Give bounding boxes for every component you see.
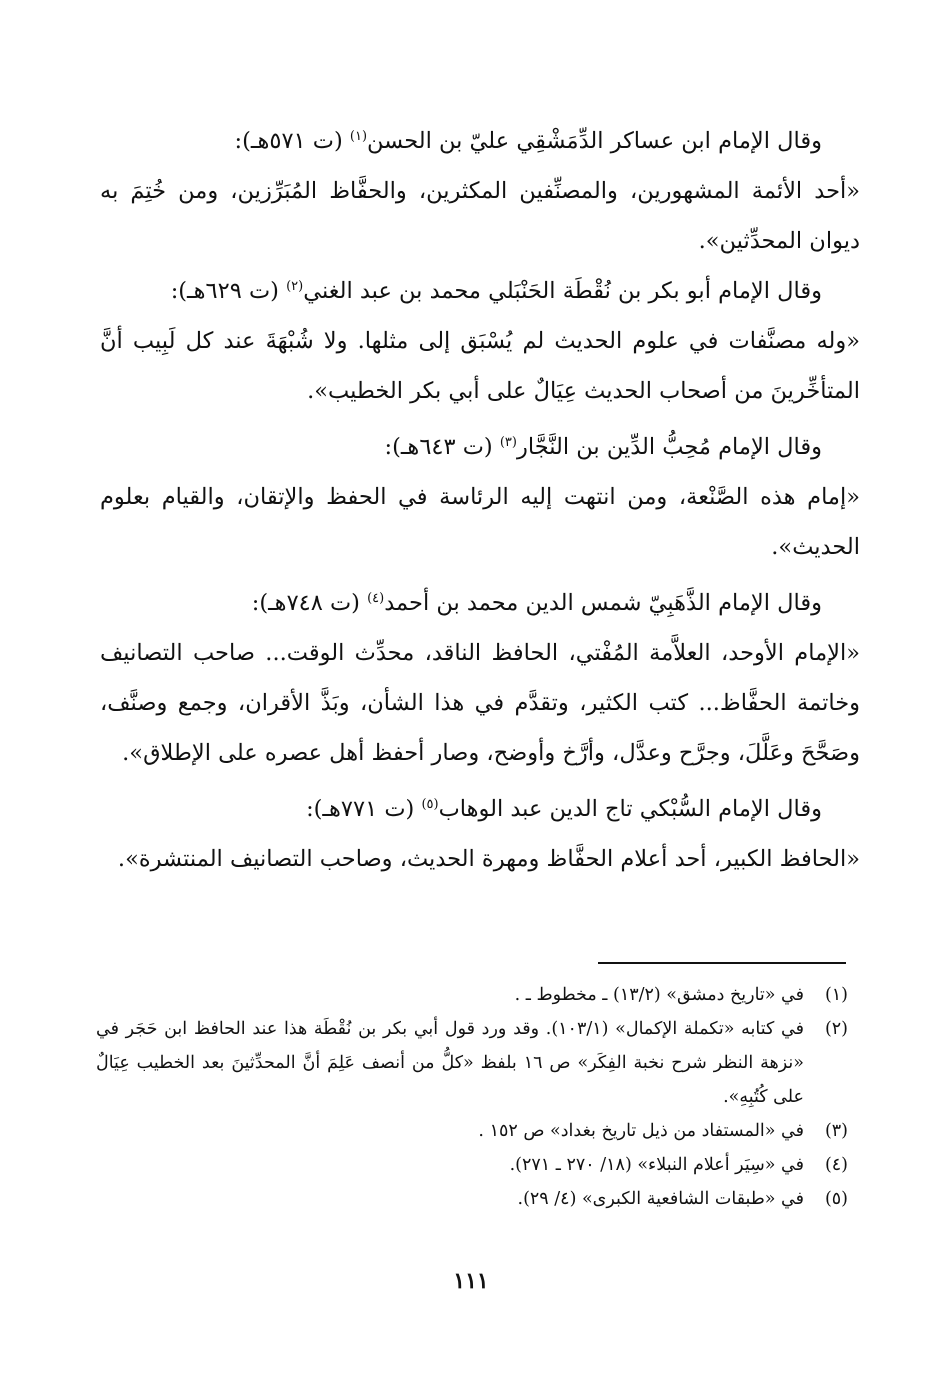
footnote-ref: (١) [349,129,368,144]
footnote [96,978,848,1012]
intro-ibn-nuqta [100,266,860,316]
footnote-separator [598,962,846,964]
intro-ibn-najjar [100,422,860,472]
death-date: (ت ٥٧١هـ): [234,128,350,154]
death-date: (ت ٦٢٩هـ): [170,278,287,304]
intro-text: وقال الإمام ابن عساكر الدِّمَشْقِي عليّ بن الحسن [367,128,822,154]
intro-text: وقال الإمام مُحِبُّ الدِّين بن النَّجَّار [516,434,822,460]
footnote-number: (١) [824,985,848,1005]
footnote-ref: (٣) [499,435,517,450]
intro-ibn-asakir [100,116,860,166]
quote-dhahabi: «الإمام الأوحد، العلاَّمة المُفْتي، الحافظ الناقد، محدِّث الوقت... صاحب التصانيف وخاتمة الحفَّاظ... كتب الكثير، وتقدَّم في هذا الشأن، وبَذَّ الأقران، وجمع وصنَّف، وصَحَّحَ وعَلَّلَ، وجرَّح وعدَّل، وأرَّخ وأوضح، وصار أحفظ أهل عصره على الإطلاق». [100,640,860,766]
quote-subki: «الحافظ الكبير، أحد أعلام الحفَّاظ ومهرة الحديث، وصاحب التصانيف المنتشرة». [117,846,860,872]
footnote-text: في «المستفاد من ذيل تاريخ بغداد» ص ١٥٢ . [478,1121,804,1141]
footnote-text: في «طبقات الشافعية الكبرى» (٤/ ٢٩). [517,1189,804,1209]
intro-subki [100,784,860,834]
footnote [96,1182,848,1216]
quote-ibn-najjar: «إمام هذه الصَّنْعة، ومن انتهت إليه الرئاسة في الحفظ والإتقان، والقيام بعلوم الحديث». [100,484,860,560]
page-number: ١١١ [453,1268,489,1294]
footnote-text: في «تاريخ دمشق» (١٣/٢) ـ مخطوط ـ . [514,985,804,1005]
footnote [96,1012,848,1114]
footnote-number: (٤) [824,1155,848,1175]
footnote-number: (٥) [824,1189,848,1209]
quote-ibn-nuqta: «وله مصنَّفات في علوم الحديث لم يُسْبَق إلى مثلها. ولا شُبْهَةَ عند كل لَبِيب أنَّ المتأخِّرينَ من أصحاب الحديث عِيَالٌ على أبي بكر الخطيب». [100,328,860,404]
main-text [100,116,860,884]
death-date: (ت ٧٧١هـ): [306,796,422,822]
footnote-number: (٣) [824,1121,848,1141]
intro-text: وقال الإمام الذَّهَبِيّ شمس الدين محمد بن أحمد [384,590,822,616]
death-date: (ت ٧٤٨هـ): [251,590,368,616]
footnote-ref: (٢) [286,279,304,294]
footnote-ref: (٥) [421,797,439,812]
footnote-text: في كتابه «تكملة الإكمال» (١٠٣/١). وقد ورد قول أبي بكر بن نُقْطَة هذا عند الحافظ ابن حَجَر في «نزهة النظر شرح نخبة الفِكَر» ص ١٦ بلفظ «كلُّ من أنصف عَلِمَ أنَّ المحدِّثينَ بعد الخطيب عِيَالٌ على كُتُبِهِ». [96,1019,804,1107]
footnote [96,1148,848,1182]
intro-text: وقال الإمام أبو بكر بن نُقْطَة الحَنْبَلي محمد بن عبد الغني [303,278,822,304]
intro-text: وقال الإمام السُّبْكي تاج الدين عبد الوهاب [438,796,822,822]
death-date: (ت ٦٤٣هـ): [384,434,500,460]
footnote [96,1114,848,1148]
quote-ibn-asakir: «أحد الأئمة المشهورين، والمصنِّفين المكثرين، والحفَّاظ المُبَرِّزين، ومن خُتِمَ به ديوان المحدِّثين». [100,178,860,254]
footnote-number: (٢) [824,1019,848,1039]
footnote-text: في «سِيَر أعلام النبلاء» (١٨/ ٢٧٠ ـ ٢٧١). [509,1155,804,1175]
footnote-ref: (٤) [367,591,385,606]
intro-dhahabi [100,578,860,628]
footnotes [96,978,848,1216]
